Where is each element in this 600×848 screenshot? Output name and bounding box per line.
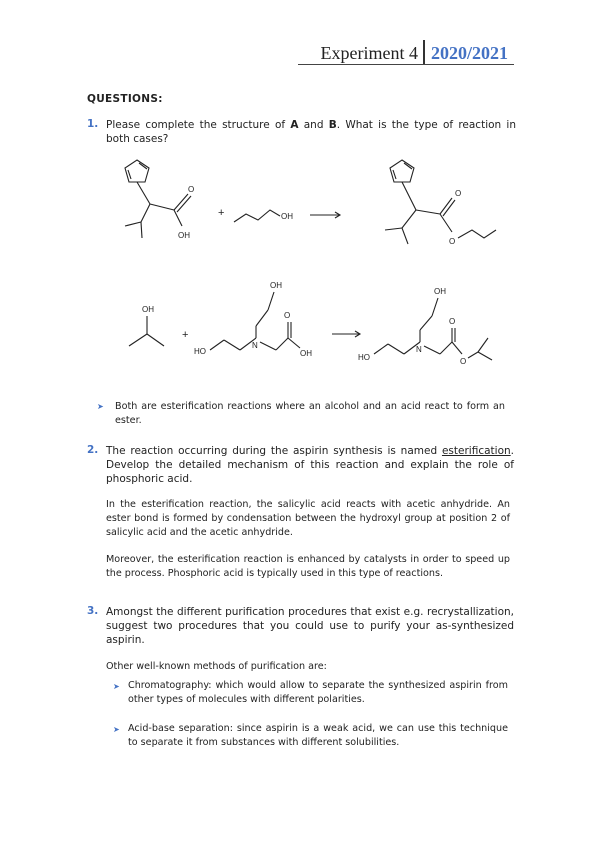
product-b-oh-top-label: OH [434,287,446,296]
q3-text: Amongst the different purification procedures that exist e.g. recrystallization, suggest two procedures that you could use to purify your as-synthesized aspirin. [106,606,514,646]
q1-text-b: and [298,119,329,131]
product-b-ester-o-label: O [460,357,467,366]
propanol-oh-label: OH [281,212,293,221]
section-title: QUESTIONS: [87,93,163,105]
q2-text-underlined: esterification [441,445,511,457]
q3-number: 3. [87,605,99,617]
q3-bullet-1: Chromatography: which would allow to separate the synthesized aspirin from other types of molecules with different polarities. [128,680,508,705]
q1-bold-b: B [328,119,337,131]
reactant-b-ho-label: HO [194,347,206,356]
page-header [321,40,509,64]
q3-bullet-2-symbol: ➤ [113,725,120,734]
q1-bold-a: A [290,119,299,131]
q2-number: 2. [87,444,99,456]
plus-sign-a: + [218,207,225,219]
q1-text [106,118,516,146]
q1-text-c: . What is the type of reaction in both cases? [106,119,517,145]
q1-text-a: Please complete the structure of [106,119,291,131]
q2-text [106,444,514,486]
q3-bullet-2: Acid-base separation: since aspirin is a weak acid, we can use this technique to separate it from substances with different solubilities. [128,723,508,748]
q2-answer-p2: Moreover, the esterification reaction is enhanced by catalysts in order to speed up the process. Phosphoric acid is typically used in this type of reactions. [106,554,510,579]
q1-number: 1. [87,118,99,130]
product-b-ho-label: HO [358,353,370,362]
q3-bullet-1-symbol: ➤ [113,682,120,691]
reactant-a-oh-label: OH [178,231,190,240]
header-title: Experiment 4 [320,43,418,63]
header-rule [298,64,514,65]
q1-answer-bullet: ➤ [97,402,104,411]
product-b-o-label: O [449,317,456,326]
reactant-a-o-label: O [188,185,195,194]
reaction-a-figure [106,146,512,264]
product-a-o-label: O [455,189,462,198]
product-a-ester-o-label: O [449,237,456,246]
plus-sign-b: + [182,329,189,341]
q2-text-a: The reaction occurring during the aspirin synthesis is named [106,445,442,457]
svg-text:N: N [252,341,258,350]
reactant-b-o-label: O [284,311,291,320]
reactant-b-oh-label: OH [300,349,312,358]
header-year: 2020/2021 [430,43,508,63]
reaction-b-figure [106,268,512,380]
q2-text-b: . Develop the detailed mechanism of this reaction and explain the role of phosphoric acid. [106,445,514,485]
q3-answer-intro: Other well-known methods of purification are: [106,661,327,672]
svg-text:N: N [416,345,422,354]
reactant-b-oh-top-label: OH [270,281,282,290]
q2-answer-p1: In the esterification reaction, the salicylic acid reacts with acetic anhydride. An ester bond is formed by condensation between the hydroxyl group at position 2 of salicylic acid and the acetic anhydride. [106,499,510,538]
isopropanol-oh-label: OH [142,305,154,314]
q1-answer: Both are esterification reactions where an alcohol and an acid react to form an ester. [115,401,505,426]
